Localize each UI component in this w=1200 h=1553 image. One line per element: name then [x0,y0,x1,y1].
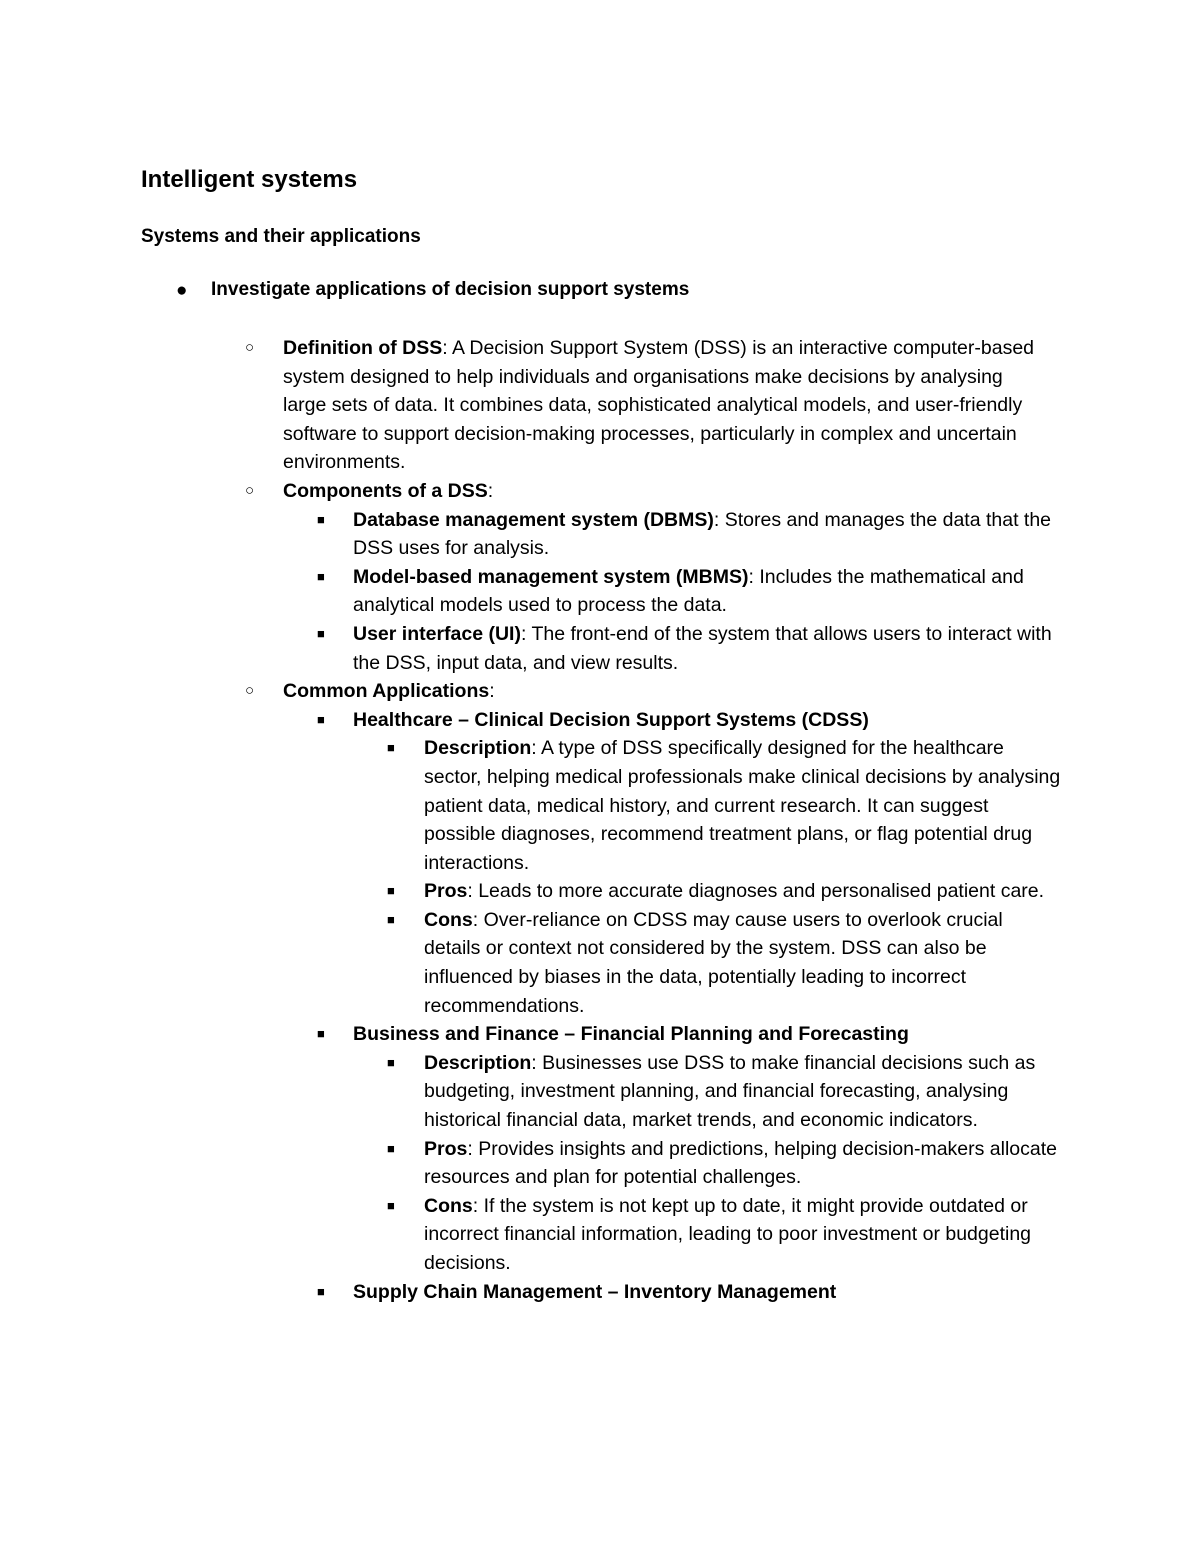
detail-label: Cons [424,908,473,931]
components-suffix: : [487,479,494,502]
square-bullet-icon: ■ [387,1054,395,1070]
square-bullet-icon: ■ [387,1140,395,1156]
square-bullet-icon: ■ [317,711,325,727]
hollow-bullet-icon: ○ [245,481,255,499]
detail-item-cons [0,906,1064,1020]
applications-item [0,677,1043,706]
detail-text: : If the system is not kept up to date, it might provide outdated or incorrect financial information, leading to poor investment or budgeting decisions. [424,1194,1032,1274]
detail-item-description [0,1049,1064,1135]
application-heading-supply-chain [0,1278,1063,1307]
component-item-dbms [0,506,1063,563]
square-bullet-icon: ■ [317,568,325,584]
square-bullet-icon: ■ [387,911,395,927]
detail-label: Description [424,737,532,760]
detail-item-description [0,734,1064,877]
square-bullet-icon: ■ [387,1197,395,1213]
application-heading-healthcare [0,706,1063,735]
detail-label: Cons [424,1194,473,1217]
detail-label: Pros [424,880,468,903]
application-heading: Business and Finance – Financial Planning and Forecasting [353,1023,909,1046]
detail-item-pros [0,1135,1064,1192]
detail-text: : Over-reliance on CDSS may cause users to overlook crucial details or context not considered by the system. DSS can also be influenced by biases in the data, potentially leading to incorrect recommendations. [424,908,1003,1017]
detail-item-pros [0,877,1064,906]
component-text: : Includes the mathematical and analytical models used to process the data. [353,565,1024,617]
document-title: Intelligent systems [141,166,358,193]
component-label: Database management system (DBMS) [353,508,714,531]
square-bullet-icon: ■ [317,625,325,641]
square-bullet-icon: ■ [317,1283,325,1299]
detail-text: : Leads to more accurate diagnoses and personalised patient care. [467,880,1045,903]
detail-text: : A type of DSS specifically designed for the healthcare sector, helping medical professionals make clinical decisions by analysing patient data, medical history, and current research. It can suggest possible diagnoses, recommend treatment plans, or flag potential drug interactions. [424,737,1061,874]
square-bullet-icon: ■ [387,883,395,899]
content-list [0,334,1200,1306]
section-heading: Systems and their applications [141,226,421,247]
level1-text: Investigate applications of decision support systems [211,279,690,300]
square-bullet-icon: ■ [387,740,395,756]
hollow-bullet-icon: ○ [245,682,255,700]
hollow-bullet-icon: ○ [245,339,255,356]
detail-item-cons [0,1192,1064,1278]
component-text: : Stores and manages the data that the DSS uses for analysis. [353,508,1052,560]
detail-label: Pros [424,1137,468,1160]
filled-bullet-icon: ● [176,280,188,301]
definition-label: Definition of DSS [283,337,443,359]
detail-label: Description [424,1051,532,1074]
components-item [0,477,1043,506]
square-bullet-icon: ■ [317,511,325,527]
application-heading: Supply Chain Management – Inventory Management [353,1280,837,1303]
definition-text: : A Decision Support System (DSS) is an interactive computer-based system designed to help individuals and organisations make decisions by analysing large sets of data. It combines data, sophisticated analytical models, and user-friendly software to support decision-making processes, particularly in complex and uncertain environments. [283,337,1035,474]
component-label: User interface (UI) [353,622,521,645]
detail-text: : Provides insights and predictions, helping decision-makers allocate resources and plan for potential challenges. [424,1137,1058,1189]
applications-suffix: : [489,680,495,703]
application-heading: Healthcare – Clinical Decision Support Systems (CDSS) [353,708,869,731]
definition-item [0,334,1043,477]
detail-text: : Businesses use DSS to make financial decisions such as budgeting, investment planning, and financial forecasting, analysing historical financial data, market trends, and economic indicators. [424,1051,1036,1132]
square-bullet-icon: ■ [317,1026,325,1042]
component-text: : The front-end of the system that allows users to interact with the DSS, input data, and view results. [353,622,1052,674]
applications-label: Common Applications [283,680,490,703]
components-label: Components of a DSS [283,479,488,502]
component-item-ui [0,620,1063,677]
component-item-mbms [0,563,1063,620]
application-heading-finance [0,1020,1063,1049]
component-label: Model-based management system (MBMS) [353,565,749,588]
